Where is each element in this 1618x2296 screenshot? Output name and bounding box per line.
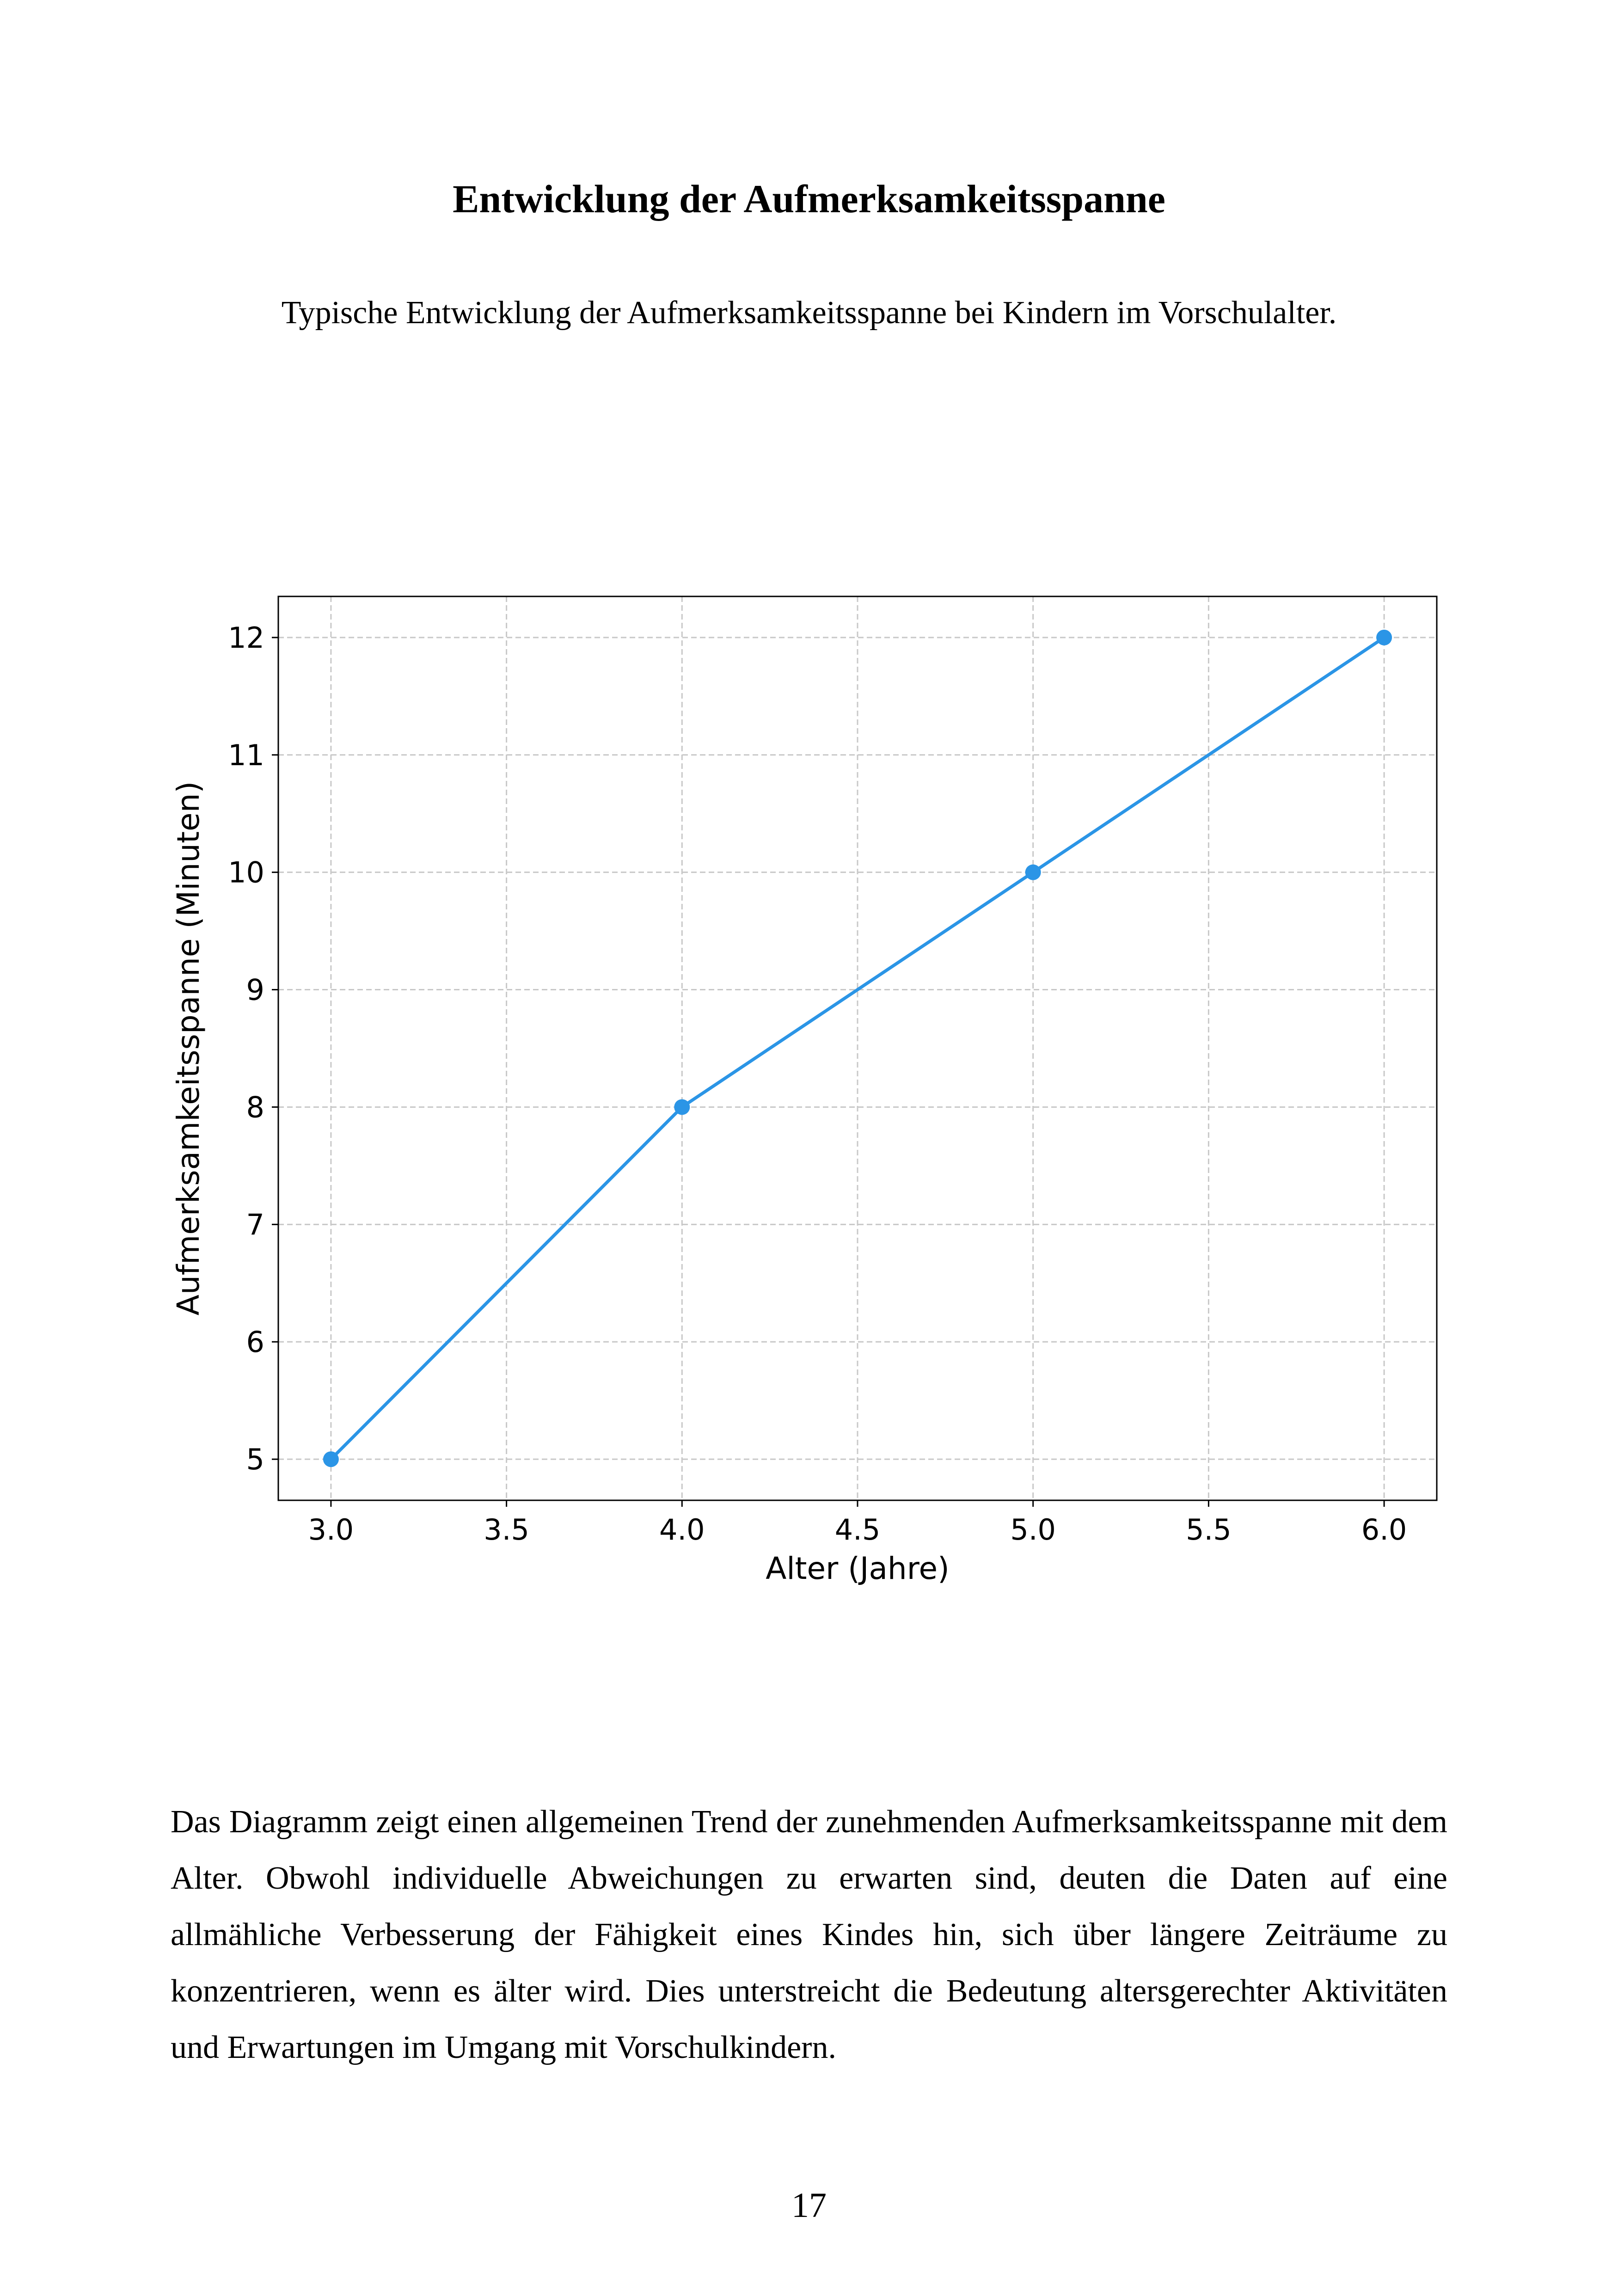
page-title: Entwicklung der Aufmerksamkeitsspanne (453, 177, 1165, 221)
page-subtitle: Typische Entwicklung der Aufmerksamkeitsspanne bei Kindern im Vorschulalter. (281, 295, 1337, 331)
x-tick-label: 4.5 (834, 1513, 881, 1547)
line-chart (166, 573, 1461, 1627)
y-tick-label: 12 (228, 620, 264, 655)
x-tick-label: 5.0 (1010, 1513, 1056, 1547)
x-tick-label: 3.5 (484, 1513, 529, 1547)
y-tick-label: 8 (246, 1090, 264, 1124)
x-tick-label: 3.0 (308, 1513, 354, 1547)
y-tick-label: 11 (228, 738, 264, 772)
x-axis-label: Alter (Jahre) (766, 1551, 950, 1586)
data-point (1025, 865, 1041, 880)
page-number: 17 (791, 2186, 827, 2225)
y-tick-label: 10 (228, 855, 264, 890)
x-tick-label: 5.5 (1186, 1513, 1232, 1547)
data-point (323, 1451, 339, 1467)
y-tick-label: 7 (246, 1208, 264, 1242)
body-paragraph: Das Diagramm zeigt einen allgemeinen Trend der zunehmenden Aufmerksamkeitsspanne mit dem Alter. Obwohl individuelle Abweichungen zu erwarten sind, deuten die Daten auf eine allmähliche Verbesserung der Fähigkeit eines Kindes hin, sich über längere Zeiträume zu konzentrieren, wenn es älter wird. Dies unterstreicht die Bedeutung altersgerechter Aktivitäten und Erwartungen im Umgang mit Vorschulkindern. (171, 1804, 1447, 2065)
y-tick-label: 5 (246, 1443, 264, 1477)
axis-ticks (228, 621, 1407, 1547)
y-axis-label: Aufmerksamkeitsspanne (Minuten) (171, 781, 206, 1316)
y-tick-label: 6 (246, 1325, 264, 1359)
data-point (674, 1099, 690, 1115)
x-tick-label: 4.0 (659, 1513, 705, 1547)
data-point (1376, 630, 1392, 645)
grid-lines (278, 596, 1437, 1500)
x-tick-label: 6.0 (1361, 1513, 1407, 1547)
y-tick-label: 9 (246, 973, 264, 1007)
